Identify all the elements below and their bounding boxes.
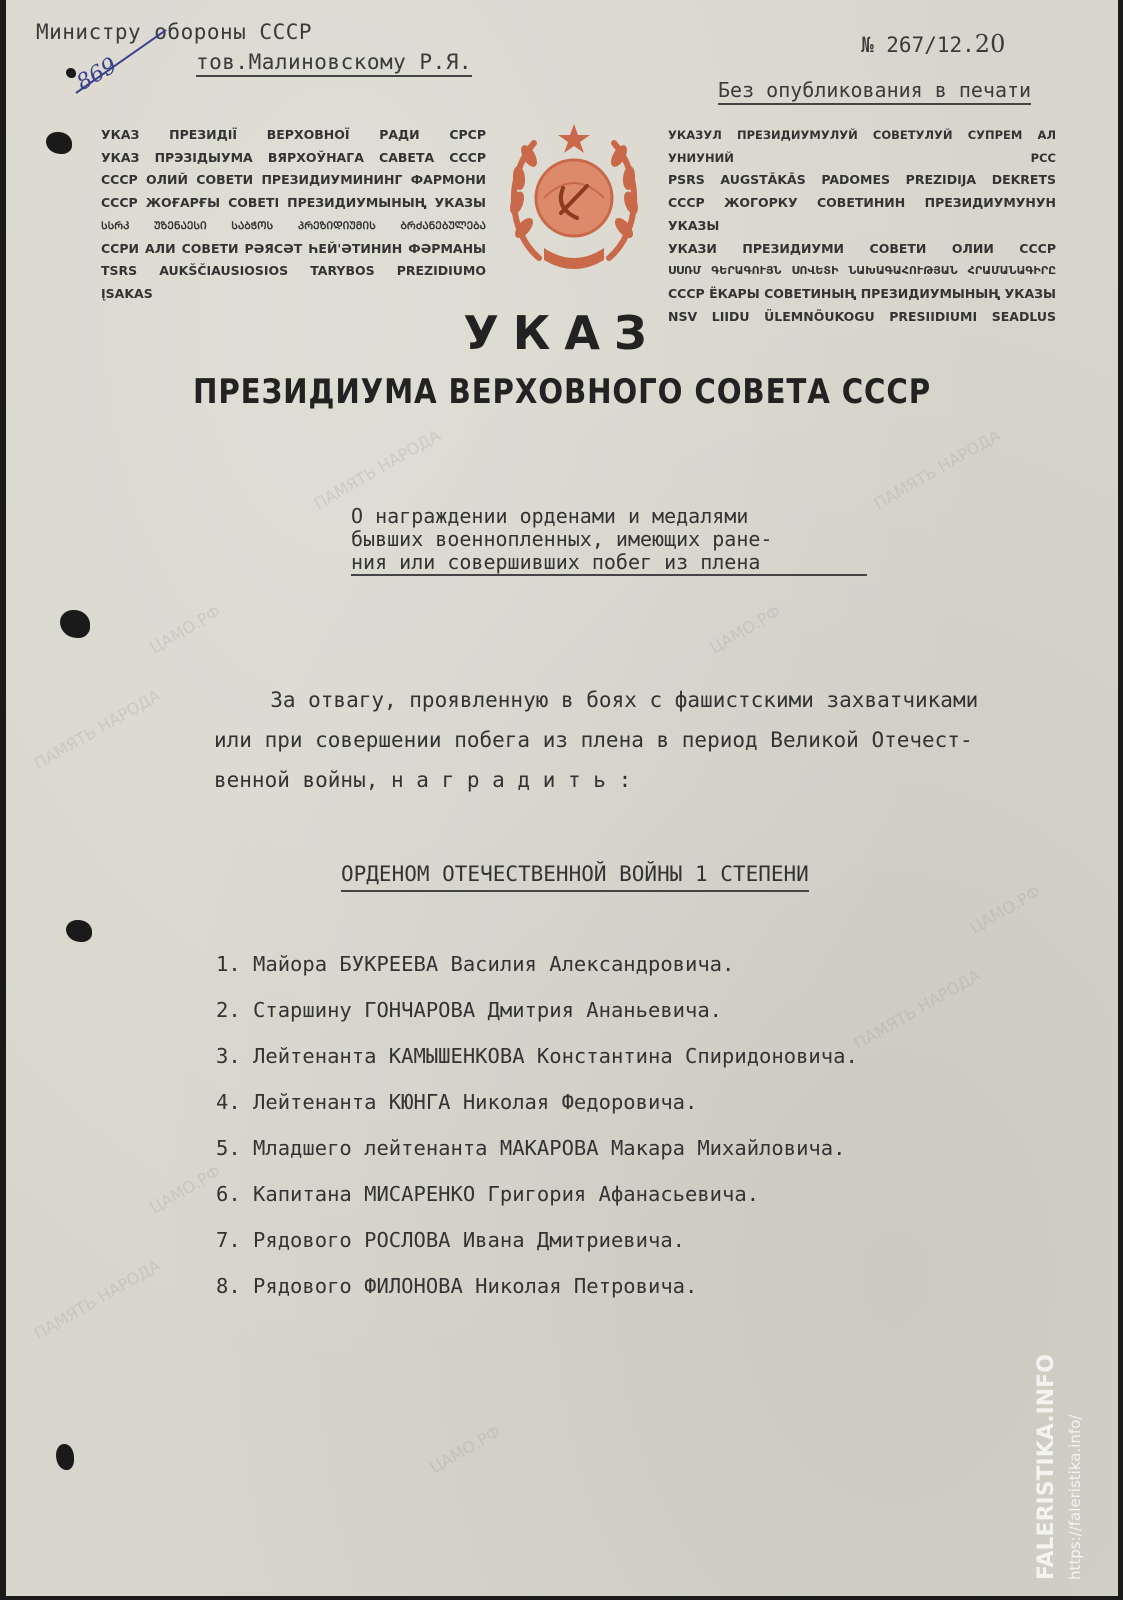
subject-line: ния или совершивших побег из плена (351, 550, 761, 574)
multilingual-title-right (668, 124, 1056, 328)
watermark: ЦАМО.РФ (146, 1161, 224, 1218)
document-page (6, 0, 1118, 1596)
multilingual-line: СССР ОЛИЙ СОВЕТИ ПРЕЗИДИУМИНИНГ ФАРМОНИ (101, 172, 486, 188)
side-logo-name: FALERISTIKA.INFO (1034, 1354, 1059, 1580)
addressee-line-2: тов.Малиновскому Р.Я. (196, 50, 472, 77)
multilingual-line: PSRS AUGSTĀKĀS PADOMES PREZIDIJA DEKRETS (668, 172, 1056, 188)
multilingual-line: ᲡᲡᲠᲙ ᲣᲖᲔᲜᲐᲔᲡᲘ ᲡᲐᲑᲭᲝᲡ ᲞᲠᲔᲖᲘᲓᲘᲣᲛᲘᲡ ᲑᲠᲫᲐᲜᲔᲑᲣᲚᲔᲑᲐ (101, 219, 486, 232)
watermark: ПАМЯТЬ НАРОДА (850, 965, 984, 1054)
list-item: 3. Лейтенанта КАМЫШЕНКОВА Константина Спиридоновича. (216, 1044, 858, 1068)
document-number-handwritten: 20 (974, 30, 1006, 58)
body-line: За отвагу, проявленную в боях с фашистскими захватчиками (207, 688, 979, 712)
list-item: 6. Капитана МИСАРЕНКО Григория Афанасьевича. (216, 1182, 760, 1206)
list-item: 5. Младшего лейтенанта МАКАРОВА Макара Михайловича. (216, 1136, 846, 1160)
multilingual-title-left (101, 124, 486, 306)
multilingual-line: ССРИ АЛИ СОВЕТИ РӘЯСӘТ ҺЕЙ'ӘТИНИН ФӘРМАНЫ (101, 240, 486, 256)
multilingual-line: СССР ЖОҒАРҒЫ СОВЕТІ ПРЕЗИДИУМЫНЫҢ УКАЗЫ (101, 195, 486, 211)
no-publication-note: Без опубликования в печати (718, 78, 1031, 105)
list-item: 4. Лейтенанта КЮНГА Николая Федоровича. (216, 1090, 698, 1114)
list-item: 8. Рядового ФИЛОНОВА Николая Петровича. (216, 1274, 698, 1298)
body-line: венной войны, н а г р а д и т ь : (214, 768, 632, 792)
multilingual-line: СССР ЖОГОРКУ СОВЕТИНИН ПРЕЗИДИУМУНУН УКАЗЫ (668, 195, 1056, 233)
multilingual-line: ՍՍՌՄ ԳԵՐԱԳՈՒՅՆ ՍՈՎԵՏԻ ՆԱԽԱԳԱՀՈՒԹՅԱՆ ՀՐԱՄԱՆԱԳԻՐԸ (668, 264, 1056, 278)
document-subtitle: ПРЕЗИДИУМА ВЕРХОВНОГО СОВЕТА СССР (193, 372, 931, 412)
multilingual-line: УКАЗИ ПРЕЗИДИУМИ СОВЕТИ ОЛИИ СССР (668, 240, 1056, 256)
watermark: ПАМЯТЬ НАРОДА (310, 425, 444, 514)
punch-hole (60, 610, 90, 638)
watermark: ЦАМО.РФ (426, 1421, 504, 1478)
decree-body (207, 680, 1094, 800)
subject-underline (351, 574, 867, 576)
side-logo (1024, 1354, 1104, 1580)
multilingual-line: NSV LIIDU ÜLEMNÕUKOGU PRESIIDIUMI SEADLUS (668, 308, 1056, 324)
punch-hole (46, 132, 72, 154)
watermark: ПАМЯТЬ НАРОДА (30, 685, 164, 774)
watermark: ЦАМО.РФ (706, 601, 784, 658)
body-line: или при совершении побега из плена в период Великой Отечест- (214, 728, 973, 752)
multilingual-line: УКАЗУЛ ПРЕЗИДИУМУЛУЙ СОВЕТУЛУЙ СУПРЕМ АЛ УНИУНИЙ РСС (668, 128, 1056, 165)
multilingual-line: СССР ЁКАРЫ СОВЕТИНЫҢ ПРЕЗИДИУМЫНЫҢ УКАЗЫ (668, 285, 1056, 301)
handwritten-note: 869 (72, 53, 122, 96)
punch-hole (56, 1444, 74, 1470)
subject-line: бывших военнопленных, имеющих ране- (351, 527, 773, 551)
multilingual-line: УКАЗ ПРЭЗІДЫУМА ВЯРХОЎНАГА САВЕТА СССР (101, 149, 486, 165)
watermark: ЦАМО.РФ (146, 601, 224, 658)
multilingual-line: TSRS AUKŠČIAUSIOSIOS TARYBOS PREZIDIUMO ĮSAKAS (101, 263, 486, 301)
decree-subject (351, 505, 772, 574)
watermark: ПАМЯТЬ НАРОДА (870, 425, 1004, 514)
list-item: 2. Старшину ГОНЧАРОВА Дмитрия Ананьевича. (216, 998, 723, 1022)
document-number-typed: № 267/12. (861, 33, 975, 57)
ussr-state-emblem-icon (499, 118, 649, 278)
punch-hole (66, 920, 92, 942)
document-title: УКАЗ (463, 306, 661, 360)
awardees-list (216, 945, 858, 1313)
addressee-line-1: Министру обороны СССР (36, 20, 313, 44)
watermark: ПАМЯТЬ НАРОДА (30, 1255, 164, 1344)
subject-line: О награждении орденами и медалями (351, 504, 749, 528)
document-number (861, 30, 1005, 58)
watermark: ЦАМО.РФ (966, 881, 1044, 938)
list-item: 1. Майора БУКРЕЕВА Василия Александровича. (216, 952, 735, 976)
list-item: 7. Рядового РОСЛОВА Ивана Дмитриевича. (216, 1228, 685, 1252)
multilingual-line: УКАЗ ПРЕЗИДІЇ ВЕРХОВНОЇ РАДИ СРСР (101, 127, 486, 142)
side-logo-url: https://faleristika.info/ (1066, 1414, 1084, 1580)
order-heading: ОРДЕНОМ ОТЕЧЕСТВЕННОЙ ВОЙНЫ 1 СТЕПЕНИ (341, 862, 809, 892)
